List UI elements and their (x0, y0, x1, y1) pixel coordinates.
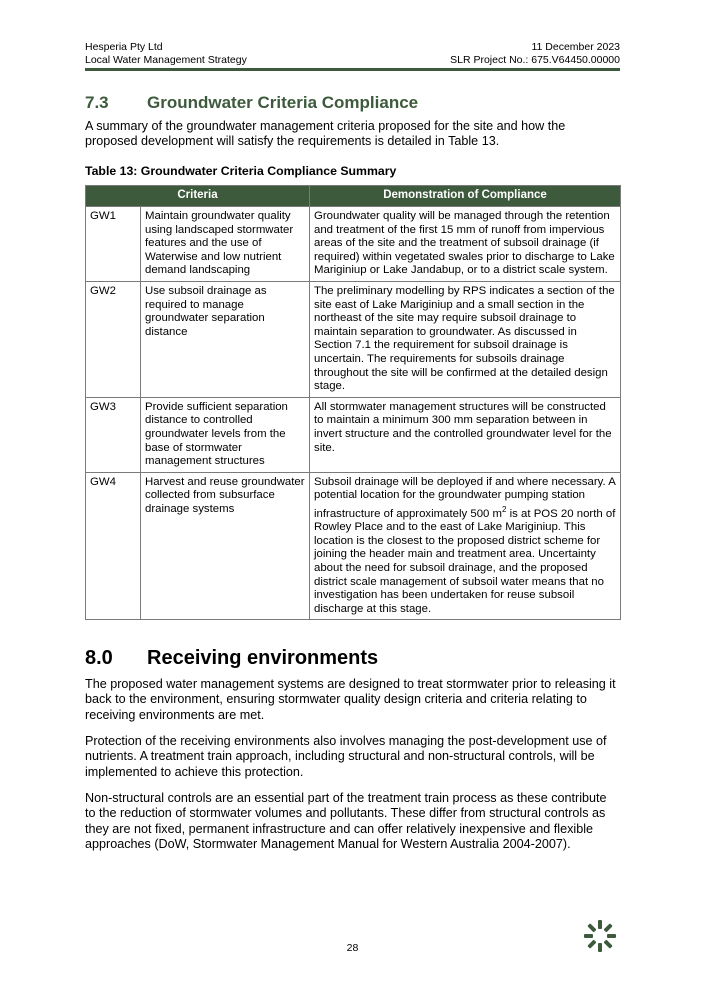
header-divider (85, 68, 620, 71)
criteria-text: Use subsoil drainage as required to manage groundwater separation distance (141, 281, 310, 397)
page-number: 28 (346, 942, 359, 954)
table-row (86, 207, 621, 282)
section-heading-8-0 (85, 647, 378, 670)
paragraph: The proposed water management systems are designed to treat stormwater prior to releasing it back to the environment, ensuring stormwater quality design criteria and criteria relating to receiving environments are met. (85, 677, 616, 722)
criteria-text: Provide sufficient separation distance to controlled groundwater levels from the base of stormwater management structures (141, 397, 310, 472)
superscript: 2 (502, 504, 507, 514)
section-heading-7-3 (85, 93, 418, 113)
section-intro: A summary of the groundwater management criteria proposed for the site and how the proposed development will satisfy the requirements is detailed in Table 13. (85, 119, 566, 149)
compliance-text (310, 472, 621, 620)
table-row (86, 472, 621, 620)
section-title: Groundwater Criteria Compliance (147, 93, 419, 112)
compliance-text-part: Subsoil drainage will be deployed if and where necessary. A potential location for the groundwater pumping station infrastructure of approximately 500 m (314, 475, 616, 520)
criteria-header: Criteria (86, 186, 310, 207)
table-caption: Table 13: Groundwater Criteria Compliance Summary (85, 164, 397, 178)
table-header-row (86, 186, 621, 207)
header-left (85, 41, 247, 67)
compliance-header: Demonstration of Compliance (310, 186, 621, 207)
slr-logo-icon (582, 918, 618, 954)
criteria-id: GW4 (86, 472, 141, 620)
criteria-id: GW3 (86, 397, 141, 472)
section-number: 7.3 (85, 93, 109, 112)
compliance-text-part: is at POS 20 north of Rowley Place and to the east of Lake Mariginiup. This location is the closest to the proposed district scheme for joining the header main and treatment area. Uncertainty about the need for subsoil drainage, and the proposed district scale management of subsoil water means that no investigation has been undertaken for reuse subsoil discharge at this stage. (314, 507, 616, 615)
criteria-text: Harvest and reuse groundwater collected from subsurface drainage systems (141, 472, 310, 620)
header-right (450, 41, 620, 67)
criteria-id: GW2 (86, 281, 141, 397)
section-title: Receiving environments (147, 647, 379, 669)
section-number: 8.0 (85, 647, 113, 669)
table-row (86, 281, 621, 397)
table-row (86, 397, 621, 472)
compliance-text: The preliminary modelling by RPS indicates a section of the site east of Lake Mariginiup and a small section in the northeast of the site may require subsoil drainage to maintain separation to groundwater. As discussed in Section 7.1 the requirement for subsoil drainage is uncertain. The requirements for subsoils drainage throughout the site will be confirmed at the detailed design stage. (310, 281, 621, 397)
paragraph: Non-structural controls are an essential part of the treatment train process as these contribute to the reduction of stormwater volumes and pollutants. These differ from structural controls as they are not fixed, permanent infrastructure and can offer relatively inexpensive and flexible approaches (DoW, Stormwater Management Manual for Western Australia 2004-2007). (85, 791, 607, 852)
header-company: Hesperia Pty Ltd (85, 41, 163, 53)
header-document: Local Water Management Strategy (85, 54, 247, 66)
criteria-id: GW1 (86, 207, 141, 282)
compliance-text: All stormwater management structures will be constructed to maintain a minimum 300 mm separation between in invert structure and the controlled groundwater level for the site. (310, 397, 621, 472)
paragraph: Protection of the receiving environments also involves managing the post-development use of nutrients. A treatment train approach, including structural and non-structural controls, will be implemented to achieve this protection. (85, 734, 607, 779)
criteria-table (85, 185, 621, 620)
compliance-text: Groundwater quality will be managed through the retention and treatment of the first 15 mm of runoff from impervious areas of the site and the treatment of subsoil drainage (if required) within vegetated swales prior to discharge to Lake Mariginiup or Lake Jandabup, or to a district scale system. (310, 207, 621, 282)
header-project: SLR Project No.: 675.V64450.00000 (450, 54, 620, 66)
criteria-text: Maintain groundwater quality using landscaped stormwater features and the use of Waterwise and low nutrient demand landscaping (141, 207, 310, 282)
header-date: 11 December 2023 (531, 41, 620, 53)
